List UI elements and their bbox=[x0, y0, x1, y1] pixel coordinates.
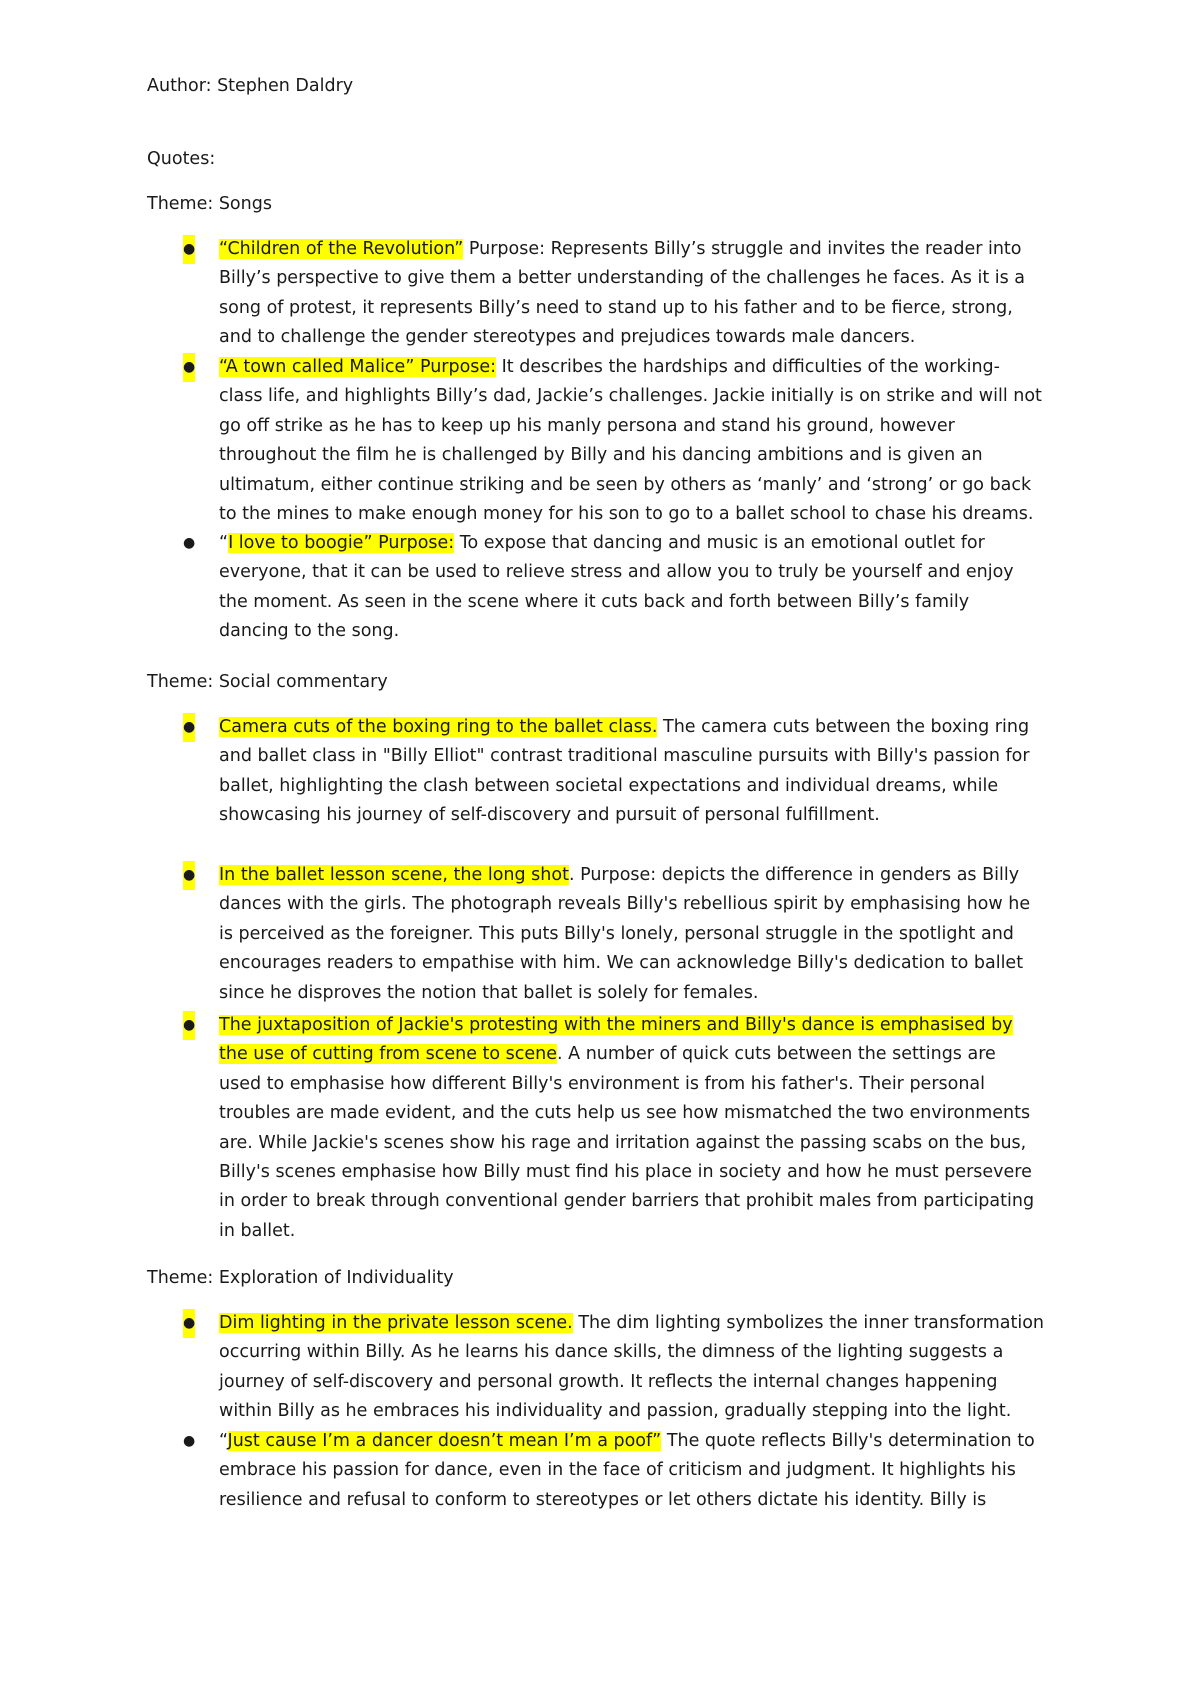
author-line: Author: Stephen Daldry bbox=[147, 76, 354, 96]
text-segment: within Billy as he embraces his individuality and passion, gradually stepping into the light. bbox=[219, 1401, 1012, 1422]
text-line bbox=[219, 949, 1089, 978]
text-line bbox=[219, 772, 1089, 801]
highlighted-text: The juxtaposition of Jackie's protesting with the miners and Billy's dance is emphasised by bbox=[219, 1015, 1013, 1035]
text-segment: Purpose: Represents Billy’s struggle and invites the reader into bbox=[463, 239, 1022, 259]
bullet-icon: ● bbox=[183, 535, 196, 551]
text-segment: To expose that dancing and music is an emotional outlet for bbox=[454, 533, 985, 553]
text-segment: It describes the hardships and difficulties of the working- bbox=[496, 357, 1000, 377]
text-segment: . A number of quick cuts between the settings are bbox=[557, 1044, 996, 1065]
text-line bbox=[219, 1338, 1089, 1367]
text-segment: encourages readers to empathise with him. We can acknowledge Billy's dedication to ballet bbox=[219, 953, 1024, 974]
highlighted-text: Just cause I’m a dancer doesn’t mean I’m a poof” bbox=[227, 1431, 662, 1451]
text-segment: throughout the film he is challenged by Billy and his dancing ambitions and is given an bbox=[219, 445, 983, 466]
text-line bbox=[219, 1187, 1089, 1216]
text-segment: used to emphasise how different Billy's environment is from his father's. Their personal bbox=[219, 1073, 986, 1094]
highlighted-text: the use of cutting from scene to scene bbox=[219, 1044, 558, 1065]
text-segment: and ballet class in "Billy Elliot" contrast traditional masculine pursuits with Billy's passion for bbox=[219, 746, 1030, 767]
highlighted-text: “Children of the Revolution” bbox=[219, 239, 464, 259]
text-line bbox=[219, 441, 1089, 470]
list-item-text bbox=[219, 1309, 1089, 1427]
bullet-icon: ● bbox=[183, 1011, 195, 1040]
text-segment: “ bbox=[219, 1431, 228, 1451]
text-segment: dancing to the song. bbox=[219, 621, 400, 642]
list-item-text bbox=[219, 235, 1089, 353]
text-line bbox=[219, 1217, 1089, 1246]
text-line bbox=[219, 1309, 1089, 1338]
theme-heading-individuality: Theme: Exploration of Individuality bbox=[147, 1268, 454, 1288]
text-line bbox=[219, 920, 1089, 949]
text-line bbox=[219, 294, 1089, 323]
text-line bbox=[219, 558, 1089, 587]
text-line bbox=[219, 264, 1089, 293]
text-line bbox=[219, 861, 1089, 890]
text-segment: ballet, highlighting the clash between societal expectations and individual dreams, while bbox=[219, 775, 999, 796]
list-item-text bbox=[219, 529, 1089, 647]
text-line bbox=[219, 471, 1089, 500]
text-line bbox=[219, 979, 1089, 1008]
text-segment: The camera cuts between the boxing ring bbox=[657, 717, 1030, 737]
text-segment: song of protest, it represents Billy’s need to stand up to his father and to be fierce, strong, bbox=[219, 297, 1013, 318]
text-segment: “ bbox=[219, 533, 229, 553]
text-line bbox=[219, 617, 1089, 646]
highlighted-text: “A town called Malice” Purpose: bbox=[219, 357, 497, 377]
text-line bbox=[219, 353, 1089, 382]
text-segment: dances with the girls. The photograph reveals Billy's rebellious spirit by emphasising how he bbox=[219, 894, 1031, 915]
text-segment: class life, and highlights Billy’s dad, Jackie’s challenges. Jackie initially is on strike and will not bbox=[219, 386, 1042, 407]
text-segment: journey of self-discovery and personal growth. It reflects the internal changes happening bbox=[219, 1371, 998, 1392]
text-segment: is perceived as the foreigner. This puts Billy's lonely, personal struggle in the spotlight and bbox=[219, 923, 1014, 944]
text-line bbox=[219, 1397, 1089, 1426]
text-line bbox=[219, 588, 1089, 617]
text-segment: Billy’s perspective to give them a better understanding of the challenges he faces. As it is a bbox=[219, 268, 1026, 289]
text-segment: showcasing his journey of self-discovery and pursuit of personal fulfillment. bbox=[219, 805, 880, 826]
text-line bbox=[219, 412, 1089, 441]
text-line bbox=[219, 890, 1089, 919]
text-line bbox=[219, 323, 1089, 352]
theme-heading-songs: Theme: Songs bbox=[147, 194, 272, 214]
bullet-icon: ● bbox=[183, 1309, 195, 1338]
bullet-icon: ● bbox=[183, 235, 195, 264]
text-segment: Billy's scenes emphasise how Billy must find his place in society and how he must persevere bbox=[219, 1162, 1032, 1183]
text-line bbox=[219, 713, 1089, 742]
bullet-icon: ● bbox=[183, 713, 195, 742]
text-segment: to the mines to make enough money for his son to go to a ballet school to chase his dreams. bbox=[219, 504, 1034, 525]
text-line bbox=[219, 1368, 1089, 1397]
text-segment: everyone, that it can be used to relieve stress and allow you to truly be yourself and enjoy bbox=[219, 562, 1014, 583]
text-line bbox=[219, 742, 1089, 771]
highlighted-text: I love to boogie” Purpose: bbox=[228, 533, 455, 553]
text-segment: in order to break through conventional gender barriers that prohibit males from participating bbox=[219, 1191, 1035, 1212]
text-line bbox=[219, 529, 1089, 558]
text-line bbox=[219, 235, 1089, 264]
list-item-text bbox=[219, 353, 1089, 529]
text-line bbox=[219, 1427, 1089, 1456]
highlighted-text: Camera cuts of the boxing ring to the ballet class. bbox=[219, 717, 658, 737]
text-line bbox=[219, 1070, 1089, 1099]
list-item-text bbox=[219, 861, 1089, 1008]
bullet-icon: ● bbox=[183, 1433, 196, 1449]
text-line bbox=[219, 1158, 1089, 1187]
highlighted-text: In the ballet lesson scene, the long shot bbox=[219, 865, 569, 885]
text-line bbox=[219, 801, 1089, 830]
text-line bbox=[219, 1129, 1089, 1158]
text-segment: troubles are made evident, and the cuts help us see how mismatched the two environments bbox=[219, 1103, 1031, 1124]
text-line bbox=[219, 1486, 1089, 1515]
text-segment: occurring within Billy. As he learns his dance skills, the dimness of the lighting suggests a bbox=[219, 1342, 1004, 1363]
text-segment: and to challenge the gender stereotypes and prejudices towards male dancers. bbox=[219, 327, 916, 348]
theme-heading-social-commentary: Theme: Social commentary bbox=[147, 672, 388, 692]
quotes-label: Quotes: bbox=[147, 149, 216, 169]
text-line bbox=[219, 1456, 1089, 1485]
text-segment: The dim lighting symbolizes the inner transformation bbox=[572, 1313, 1044, 1333]
text-line bbox=[219, 1099, 1089, 1128]
text-segment: resilience and refusal to conform to stereotypes or let others dictate his identity. Billy is bbox=[219, 1489, 987, 1510]
list-item-text bbox=[219, 1427, 1089, 1515]
text-segment: embrace his passion for dance, even in the face of criticism and judgment. It highlights his bbox=[219, 1460, 1016, 1481]
text-segment: go off strike as he has to keep up his manly persona and stand his ground, however bbox=[219, 415, 955, 436]
highlighted-text: Dim lighting in the private lesson scene. bbox=[219, 1313, 573, 1333]
text-segment: The quote reflects Billy's determination to bbox=[661, 1431, 1035, 1451]
text-segment: in ballet. bbox=[219, 1220, 296, 1241]
text-line bbox=[219, 1040, 1089, 1069]
list-item-text bbox=[219, 1011, 1089, 1246]
bullet-icon: ● bbox=[183, 353, 195, 382]
text-segment: . Purpose: depicts the difference in genders as Billy bbox=[568, 865, 1020, 885]
text-segment: since he disproves the notion that ballet is solely for females. bbox=[219, 982, 759, 1003]
list-item-text bbox=[219, 713, 1089, 831]
text-segment: the moment. As seen in the scene where it cuts back and forth between Billy’s family bbox=[219, 591, 970, 612]
text-segment: ultimatum, either continue striking and be seen by others as ‘manly’ and ‘strong’ or go back bbox=[219, 474, 1032, 495]
text-line bbox=[219, 382, 1089, 411]
text-line bbox=[219, 500, 1089, 529]
text-line bbox=[219, 1011, 1089, 1040]
bullet-icon: ● bbox=[183, 861, 195, 890]
text-segment: are. While Jackie's scenes show his rage and irritation against the passing scabs on the bus, bbox=[219, 1132, 1027, 1153]
